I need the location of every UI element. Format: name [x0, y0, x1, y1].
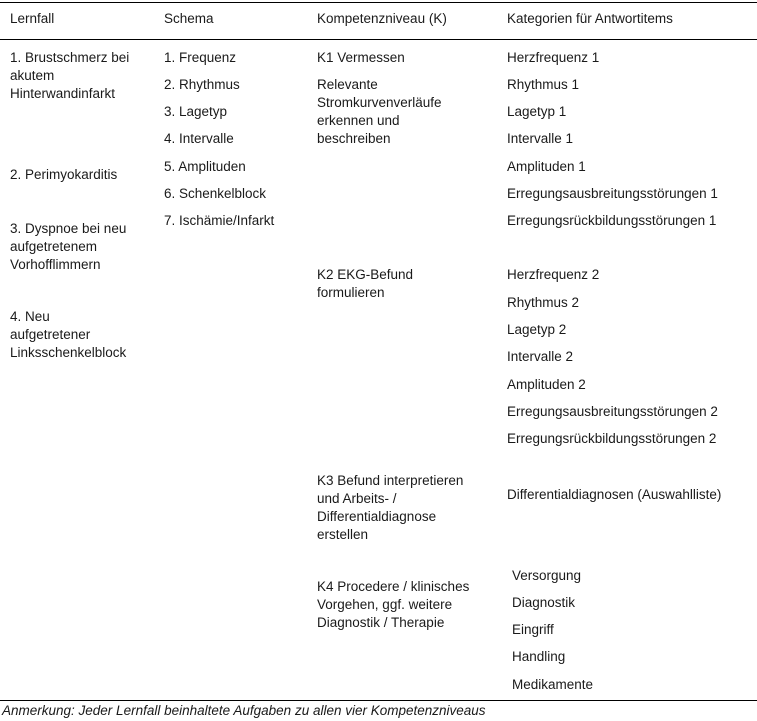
table-footnote: Anmerkung: Jeder Lernfall beinhaltete Aufgaben zu allen vier Kompetenzniveaus — [2, 703, 486, 718]
kategorie-item: Erregungsrückbildungsstörungen 1 — [507, 213, 717, 228]
kategorie-item: Herzfrequenz 2 — [507, 267, 600, 282]
header-kategorien: Kategorien für Antwortitems — [507, 11, 673, 26]
kompetenz-item: K1 Vermessen — [317, 50, 405, 65]
kategorie-item: Lagetyp 2 — [507, 322, 567, 337]
header-lernfall: Lernfall — [10, 11, 55, 26]
kategorie-item: Herzfrequenz 1 — [507, 50, 600, 65]
kategorie-item: Medikamente — [512, 677, 594, 692]
header-kompetenzniveau: Kompetenzniveau (K) — [317, 11, 447, 26]
kategorie-item: Amplituden 1 — [507, 159, 586, 174]
kategorie-item: Erregungsausbreitungsstörungen 1 — [507, 186, 718, 201]
schema-item: 7. Ischämie/Infarkt — [164, 213, 275, 228]
schema-item: 1. Frequenz — [164, 50, 237, 65]
lernfall-item: 3. Dyspnoe bei neu aufgetretenem Vorhofflimmern — [10, 221, 127, 272]
table-top-rule — [0, 2, 757, 3]
kategorie-item: Differentialdiagnosen (Auswahlliste) — [507, 487, 722, 502]
kompetenz-item: Relevante Stromkurvenverläufe erkennen und beschreiben — [317, 77, 442, 146]
kompetenz-item: K3 Befund interpretieren und Arbeits- / Differentialdiagnose erstellen — [317, 473, 464, 542]
lernfall-item: 4. Neu aufgetretener Linksschenkelblock — [10, 309, 127, 360]
schema-item: 3. Lagetyp — [164, 104, 228, 119]
kategorie-item: Handling — [512, 649, 566, 664]
kategorie-item: Rhythmus 2 — [507, 295, 580, 310]
kategorie-item: Lagetyp 1 — [507, 104, 567, 119]
schema-item: 5. Amplituden — [164, 159, 246, 174]
kategorie-item: Diagnostik — [512, 595, 576, 610]
kategorie-item: Erregungsausbreitungsstörungen 2 — [507, 404, 718, 419]
schema-item: 6. Schenkelblock — [164, 186, 267, 201]
kategorie-item: Eingriff — [512, 622, 554, 637]
header-schema: Schema — [164, 11, 214, 26]
kategorie-item: Intervalle 2 — [507, 349, 574, 364]
kategorie-item: Intervalle 1 — [507, 131, 574, 146]
lernfall-item: 2. Perimyokarditis — [10, 167, 118, 182]
table-header-rule — [0, 39, 757, 40]
kategorie-item: Rhythmus 1 — [507, 77, 580, 92]
kategorie-item: Versorgung — [512, 568, 582, 583]
kategorie-item: Amplituden 2 — [507, 377, 586, 392]
lernfall-item: 1. Brustschmerz bei akutem Hinterwandinfarkt — [10, 50, 130, 101]
table-bottom-rule — [0, 700, 757, 701]
kompetenz-item: K2 EKG-Befund formulieren — [317, 267, 414, 300]
kompetenz-item: K4 Procedere / klinisches Vorgehen, ggf. weitere Diagnostik / Therapie — [317, 579, 470, 630]
schema-item: 2. Rhythmus — [164, 77, 240, 92]
schema-item: 4. Intervalle — [164, 131, 234, 146]
kategorie-item: Erregungsrückbildungsstörungen 2 — [507, 431, 717, 446]
